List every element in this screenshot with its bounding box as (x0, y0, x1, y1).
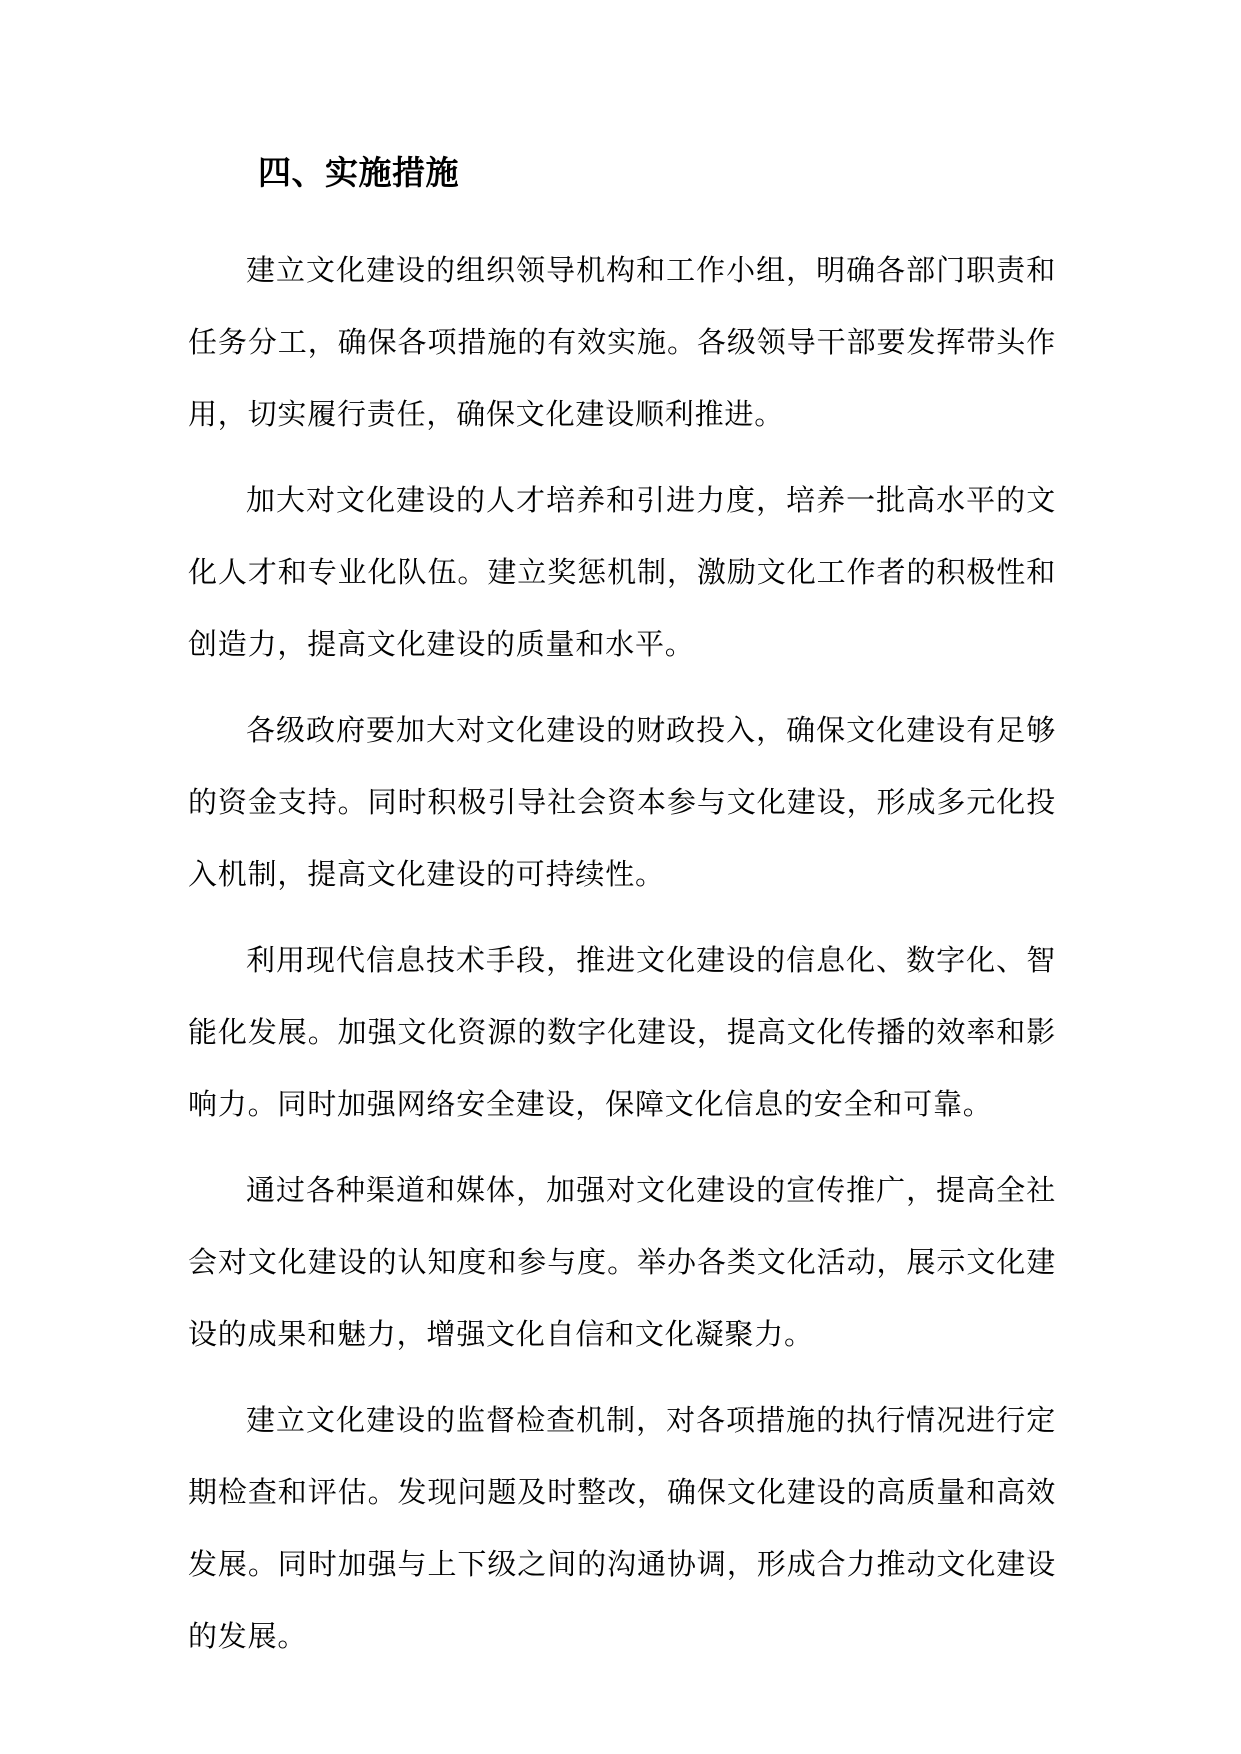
body-text (188, 234, 1056, 1686)
paragraph-organization: 建立文化建设的组织领导机构和工作小组，明确各部门职责和任务分工，确保各项措施的有效实施。各级领导干部要发挥带头作用，切实履行责任，确保文化建设顺利推进。 (188, 253, 1056, 431)
paragraph-funding: 各级政府要加大对文化建设的财政投入，确保文化建设有足够的资金支持。同时积极引导社会资本参与文化建设，形成多元化投入机制，提高文化建设的可持续性。 (188, 713, 1056, 891)
paragraph-talent: 加大对文化建设的人才培养和引进力度，培养一批高水平的文化人才和专业化队伍。建立奖惩机制，激励文化工作者的积极性和创造力，提高文化建设的质量和水平。 (188, 483, 1056, 661)
section-title: 四、实施措施 (258, 153, 459, 192)
paragraph-technology: 利用现代信息技术手段，推进文化建设的信息化、数字化、智能化发展。加强文化资源的数字化建设，提高文化传播的效率和影响力。同时加强网络安全建设，保障文化信息的安全和可靠。 (188, 943, 1056, 1121)
paragraph-supervision: 建立文化建设的监督检查机制，对各项措施的执行情况进行定期检查和评估。发现问题及时整改，确保文化建设的高质量和高效发展。同时加强与上下级之间的沟通协调，形成合力推动文化建设的发展。 (188, 1403, 1056, 1653)
paragraph-promotion: 通过各种渠道和媒体，加强对文化建设的宣传推广，提高全社会对文化建设的认知度和参与度。举办各类文化活动，展示文化建设的成果和魅力，增强文化自信和文化凝聚力。 (188, 1173, 1056, 1351)
